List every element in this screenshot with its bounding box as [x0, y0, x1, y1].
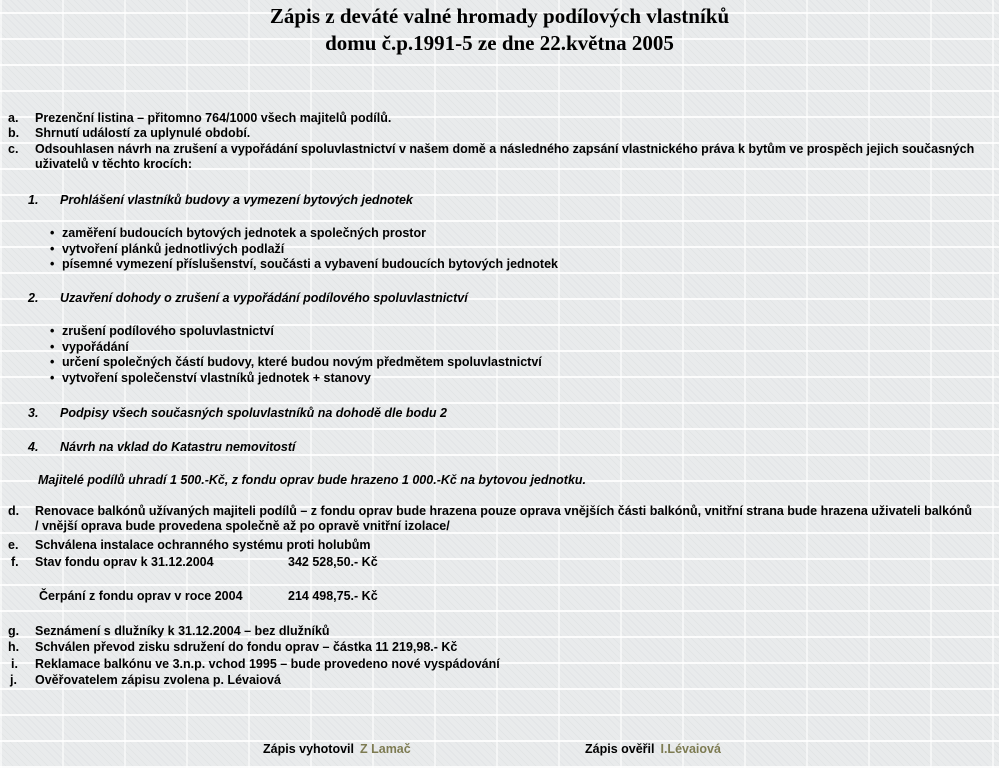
step-number: 1.	[28, 193, 39, 207]
item-letter: i.	[11, 657, 18, 671]
signature-verifier-name: I.Lévaiová	[660, 742, 721, 756]
list-item: • zaměření budoucích bytových jednotek a společných prostor	[50, 226, 426, 240]
item-letter: h.	[8, 640, 20, 654]
step-2-bullets	[47, 324, 542, 386]
bullet-icon: •	[50, 370, 55, 385]
item-letter: j.	[10, 673, 17, 687]
item-letter: e.	[8, 538, 19, 552]
step-text: Podpisy všech současných spoluvlastníků na dohodě dle bodu 2	[60, 406, 447, 420]
signature-author-name: Z Lamač	[360, 742, 411, 756]
item-letter: c.	[8, 142, 19, 156]
fund-spending-value: 214 498,75.- Kč	[288, 589, 378, 603]
signature-verifier-label: Zápis ověřil	[585, 742, 655, 756]
bullet-icon: •	[50, 257, 55, 271]
bullet-icon: •	[50, 241, 55, 256]
item-text: Renovace balkónů užívaných majiteli podílů – z fondu oprav bude hrazena pouze oprava vnějších části balkónů, vnitřní strana bude hrazena uživateli balkónů / vnější oprava bude provedena společně až po opravě vnitřní izolace/	[35, 504, 973, 533]
item-text: Schválena instalace ochranného systému proti holubům	[35, 538, 371, 552]
title-line-2: domu č.p.1991-5 ze dne 22.května 2005	[325, 31, 674, 55]
step-text: Uzavření dohody o zrušení a vypořádání podílového spoluvlastnictví	[60, 291, 468, 305]
list-item: • zrušení podílového spoluvlastnictví	[50, 324, 274, 338]
item-text: Seznámení s dlužníky k 31.12.2004 – bez dlužníků	[35, 624, 330, 638]
item-text: Stav fondu oprav k 31.12.2004	[35, 555, 214, 569]
document-title	[0, 3, 999, 57]
signature-author	[263, 742, 411, 757]
step-number: 3.	[28, 406, 39, 420]
fund-spending-label: Čerpání z fondu oprav v roce 2004	[39, 589, 243, 603]
step-number: 2.	[28, 291, 39, 305]
fund-state-value: 342 528,50.- Kč	[288, 555, 378, 569]
payment-note: Majitelé podílů uhradí 1 500.-Kč, z fondu oprav bude hrazeno 1 000.-Kč na bytovou jednotku.	[38, 473, 586, 487]
step-number: 4.	[28, 440, 39, 454]
bullet-icon: •	[50, 339, 55, 354]
step-text: Návrh na vklad do Katastru nemovitostí	[60, 440, 296, 454]
item-text: Odsouhlasen návrh na zrušení a vypořádání spoluvlastnictví v našem domě a následného zapsání vlastnického práva k bytům ve prospěch jejich současných uživatelů v těchto krocích:	[35, 142, 975, 171]
signature-author-label: Zápis vyhotovil	[263, 742, 354, 756]
list-item: • vypořádání	[50, 339, 129, 354]
item-letter: a.	[8, 111, 19, 125]
bullet-icon: •	[50, 324, 55, 338]
list-item: • písemné vymezení příslušenství, součásti a vybavení budoucích bytových jednotek	[50, 257, 558, 271]
item-text: Prezenční listina – přitomno 764/1000 všech majitelů podílů.	[35, 111, 392, 125]
list-item: • vytvoření společenství vlastníků jednotek + stanovy	[50, 370, 371, 385]
item-text: Schválen převod zisku sdružení do fondu oprav – částka 11 219,98.- Kč	[35, 640, 458, 654]
item-text: Ověřovatelem zápisu zvolena p. Lévaiová	[35, 673, 281, 687]
item-text: Shrnutí událostí za uplynulé období.	[35, 126, 251, 140]
list-item: • vytvoření plánků jednotlivých podlaží	[50, 241, 285, 256]
item-letter: f.	[11, 555, 19, 569]
item-letter: b.	[8, 126, 20, 140]
title-line-1: Zápis z deváté valné hromady podílových vlastníků	[269, 4, 730, 28]
item-letter: d.	[8, 504, 20, 518]
signature-verifier	[585, 742, 721, 757]
item-letter: g.	[8, 624, 20, 638]
list-item: • určení společných částí budovy, které budou novým předmětem spoluvlastnictví	[50, 355, 542, 369]
step-text: Prohlášení vlastníků budovy a vymezení bytových jednotek	[60, 193, 413, 207]
item-text: Reklamace balkónu ve 3.n.p. vchod 1995 – bude provedeno nové vyspádování	[35, 657, 500, 671]
bullet-icon: •	[50, 355, 55, 369]
step-1-bullets	[47, 226, 558, 273]
bullet-icon: •	[50, 226, 55, 240]
